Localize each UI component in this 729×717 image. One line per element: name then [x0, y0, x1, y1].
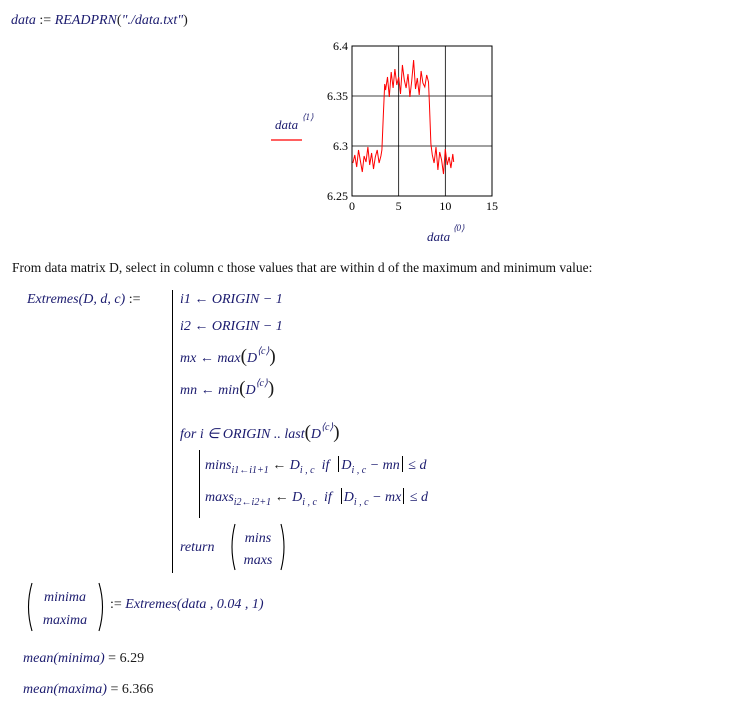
call-assign-operator: := [110, 597, 122, 612]
le-d: ≤ d [408, 458, 427, 473]
for-loop-header: for i ∈ ORIGIN .. last [180, 427, 305, 442]
file-path-string: "./data.txt" [121, 13, 184, 28]
x-tick-label: 15 [486, 199, 498, 213]
equals-sign: = [110, 682, 119, 697]
if-keyword: if [323, 490, 332, 505]
program-bar [172, 290, 173, 573]
line-mins-select[interactable] [205, 456, 426, 476]
maxima-variable: maxima [42, 613, 88, 628]
mean-minima-value: 6.29 [119, 651, 145, 666]
y-tick-label: 6.3 [333, 139, 348, 153]
plot-frame [352, 46, 492, 196]
D-element-index: i , c [353, 497, 369, 508]
matrix-D: D [246, 351, 258, 366]
y-tick-labels [327, 39, 348, 203]
extremes-call[interactable] [110, 597, 264, 613]
extremes-signature: Extremes(D, d, c) [27, 292, 126, 307]
return-mins: mins [244, 531, 272, 546]
y-tick-label: 6.25 [327, 189, 348, 203]
line-mn[interactable]: mn ← $\min(D^{⟨c⟩})$ [180, 378, 275, 399]
data-variable: data [11, 13, 36, 28]
D-element: D [341, 458, 352, 473]
maxs-vector: maxs [205, 490, 234, 505]
matrix-D: D [310, 427, 322, 442]
readprn-definition[interactable]: data := READPRN("./data.txt") [11, 13, 188, 28]
D-element-index: i , c [302, 497, 317, 508]
return-maxs: maxs [243, 553, 273, 568]
description-text[interactable]: From data matrix D, select in column c those values that are within d of the maximum and minimum value: [12, 260, 593, 275]
local-assign: ← [272, 458, 287, 473]
y-axis-label: data [275, 117, 299, 132]
D-element: D [289, 458, 300, 473]
return-vector[interactable] [227, 521, 289, 573]
x-tick-label: 10 [439, 199, 452, 213]
extremes-header[interactable] [27, 292, 141, 308]
column-c: ⟨c⟩ [255, 378, 268, 389]
column-c: ⟨c⟩ [321, 422, 334, 433]
line-i1[interactable]: i1 ← ORIGIN − 1 [180, 292, 283, 307]
minus-mn: − mn [369, 458, 400, 473]
extremes-call-expression: Extremes(data , 0.04 , 1) [125, 597, 264, 612]
mean-maxima-expr: mean(maxima) [23, 682, 107, 697]
line-i2[interactable]: i2 ← ORIGIN − 1 [180, 319, 283, 334]
x-tick-label: 5 [395, 199, 402, 213]
mean-minima-expr: mean(minima) [23, 651, 105, 666]
local-assign: ← [274, 490, 289, 505]
data-plot[interactable] [260, 36, 560, 251]
mx-assign: mx ← max [180, 351, 241, 366]
assign-operator: := [39, 13, 52, 28]
x-tick-label: 0 [349, 199, 355, 213]
minus-mx: − mx [372, 490, 402, 505]
y-axis-label-column: ⟨1⟩ [302, 112, 314, 122]
plot-grid [352, 46, 492, 196]
if-keyword: if [321, 458, 330, 473]
minima-variable: minima [44, 590, 86, 605]
le-d: ≤ d [409, 490, 429, 505]
x-axis-label-column: ⟨0⟩ [453, 223, 465, 233]
D-element-index: i , c [299, 465, 315, 476]
mn-assign: mn ← min [180, 383, 240, 398]
column-c: ⟨c⟩ [257, 346, 270, 357]
D-element-index: i , c [351, 465, 367, 476]
line-maxs-select[interactable] [205, 488, 428, 508]
mean-maxima-value: 6.366 [121, 682, 154, 697]
mean-minima-result[interactable] [23, 651, 144, 667]
x-axis-label: data [427, 229, 451, 244]
readprn-function: READPRN [54, 13, 117, 28]
maxs-index: i2←i2+1 [233, 497, 272, 508]
equals-sign: = [108, 651, 117, 666]
D-element: D [292, 490, 303, 505]
y-tick-label: 6.35 [327, 89, 348, 103]
program-assign-operator: := [128, 292, 141, 307]
mins-vector: mins [205, 458, 232, 473]
result-vector[interactable] [23, 580, 108, 634]
y-tick-label: 6.4 [333, 39, 348, 53]
line-mx[interactable]: mx ← $\max(D^{⟨c⟩})$ [180, 346, 276, 367]
x-tick-labels [349, 199, 498, 213]
for-body-bar [199, 450, 200, 518]
return-keyword[interactable]: return [180, 540, 215, 555]
line-for[interactable]: for i ∈ ORIGIN .. $last(D^{⟨c⟩})$ [180, 422, 340, 443]
mins-index: i1←i1+1 [231, 465, 269, 476]
mean-maxima-result[interactable] [23, 682, 153, 698]
matrix-D: D [245, 383, 256, 398]
series-line [353, 60, 454, 174]
D-element: D [343, 490, 354, 505]
